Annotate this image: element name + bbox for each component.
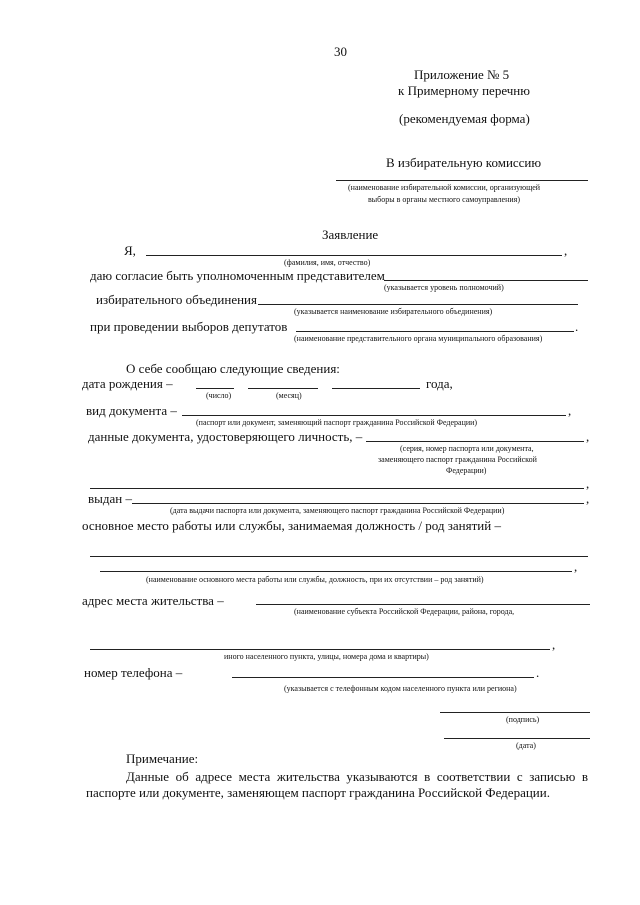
phone-label: номер телефона – — [84, 665, 183, 680]
issued-field[interactable] — [132, 503, 584, 504]
commission-hint: (наименование избирательной комиссии, организующей — [348, 183, 541, 192]
work-field-continued[interactable] — [100, 571, 572, 572]
issued-comma: , — [586, 491, 590, 506]
address-hint: (наименование субъекта Российской Федерации, района, города, — [294, 607, 515, 616]
statement-title: Заявление — [322, 227, 379, 242]
note-text: Данные об адресе места жительства указываются в соответствии с записью в паспорте или документе, заменяющем паспорт гражданина Российской Федерации. — [86, 769, 588, 800]
authority-level-hint: (указывается уровень полномочий) — [384, 283, 504, 292]
address-label: адрес места жительства – — [82, 593, 224, 608]
full-name-field[interactable] — [146, 255, 562, 256]
dob-label: дата рождения – — [82, 376, 173, 391]
association-hint: (указывается наименование избирательного объединения) — [294, 307, 493, 316]
issued-hint: (дата выдачи паспорта или документа, заменяющего паспорт гражданина Российской Федерации) — [170, 506, 505, 515]
address-comma: , — [552, 637, 556, 652]
doc-data-comma: , — [586, 429, 590, 444]
phone-hint: (указывается с телефонным кодом населенного пункта или региона) — [284, 684, 517, 693]
representative-body-hint: (наименование представительного органа муниципального образования) — [294, 334, 543, 343]
info-intro: О себе сообщаю следующие сведения: — [126, 361, 340, 376]
doc-type-hint: (паспорт или документ, заменяющий паспорт гражданина Российской Федерации) — [196, 418, 478, 427]
doc-type-comma: , — [568, 403, 572, 418]
continuation-comma: , — [586, 476, 590, 491]
doc-data-hint-end: Федерации) — [446, 466, 487, 475]
dob-year-field[interactable] — [332, 388, 420, 389]
full-name-hint: (фамилия, имя, отчество) — [284, 258, 371, 267]
doc-type-label: вид документа – — [86, 403, 177, 418]
doc-data-field[interactable] — [366, 441, 584, 442]
addressee-label: В избирательную комиссию — [386, 155, 542, 170]
elections-dot: . — [575, 319, 579, 334]
work-field[interactable] — [90, 556, 588, 557]
dob-day-hint: (число) — [206, 391, 232, 400]
appendix-label: Приложение № 5 — [414, 67, 510, 82]
commission-name-field[interactable] — [336, 180, 588, 181]
authority-level-field[interactable] — [384, 280, 588, 281]
address-hint-continued: иного населенного пункта, улицы, номера дома и квартиры) — [224, 652, 429, 661]
form-type-label: (рекомендуемая форма) — [399, 111, 530, 126]
doc-data-hint-continued: заменяющего паспорт гражданина Российской — [378, 455, 537, 464]
commission-hint-continued: выборы в органы местного самоуправления) — [368, 195, 520, 204]
phone-dot: . — [536, 665, 540, 680]
date-field[interactable] — [444, 738, 590, 739]
signature-hint: (подпись) — [506, 715, 540, 724]
i-label: Я, — [124, 243, 136, 258]
doc-data-hint: (серия, номер паспорта или документа, — [400, 444, 534, 453]
issued-label: выдан – — [88, 491, 132, 506]
doc-type-field[interactable] — [182, 415, 566, 416]
signature-field[interactable] — [440, 712, 590, 713]
phone-field[interactable] — [232, 677, 534, 678]
dob-month-field[interactable] — [248, 388, 318, 389]
consent-label: даю согласие быть уполномоченным представителем — [90, 268, 385, 283]
address-field[interactable] — [256, 604, 590, 605]
dob-month-hint: (месяц) — [276, 391, 302, 400]
work-hint: (наименование основного места работы или службы, должность, при их отсутствии – род занятий) — [146, 575, 484, 584]
association-name-field[interactable] — [258, 304, 578, 305]
list-reference: к Примерному перечню — [398, 83, 530, 98]
representative-body-field[interactable] — [296, 331, 574, 332]
address-field-continued[interactable] — [90, 649, 550, 650]
elections-label: при проведении выборов депутатов — [90, 319, 288, 334]
work-label: основное место работы или службы, занимаемая должность / род занятий – — [82, 518, 501, 533]
note-title: Примечание: — [126, 751, 199, 766]
date-hint: (дата) — [516, 741, 536, 750]
dob-year-label: года, — [426, 376, 453, 391]
doc-data-label: данные документа, удостоверяющего личность, – — [88, 429, 363, 444]
work-comma: , — [574, 559, 578, 574]
page-number: 30 — [334, 44, 347, 59]
name-comma: , — [564, 243, 568, 258]
dob-day-field[interactable] — [196, 388, 234, 389]
association-label: избирательного объединения — [96, 292, 257, 307]
doc-data-continuation-field[interactable] — [90, 488, 584, 489]
